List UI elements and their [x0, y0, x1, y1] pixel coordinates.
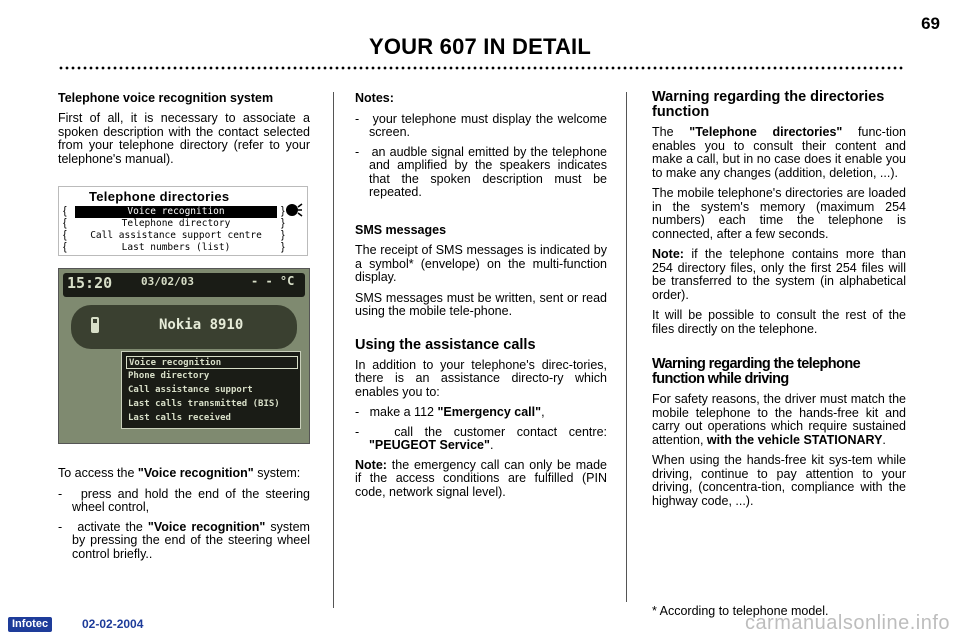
- assistance-heading: Using the assistance calls: [355, 336, 536, 353]
- column-1-lower: [58, 467, 310, 567]
- sms-heading: SMS messages: [355, 222, 447, 237]
- screen2-menu-last-received: Last calls received: [128, 413, 231, 423]
- assistance-item-2: - call the customer contact centre: "PEUGEOT Service".: [355, 424, 607, 452]
- driving-warning-heading: Warning regarding the telephone function while driving: [652, 356, 861, 387]
- footnote: * According to telephone model.: [652, 604, 829, 618]
- screen2-phone-name: Nokia 8910: [159, 317, 244, 333]
- access-paragraph: To access the "Voice recognition" system:: [58, 466, 301, 480]
- screen2-temperature: - - °C: [251, 274, 295, 288]
- dotted-separator: [58, 66, 904, 70]
- column-3: [652, 90, 906, 515]
- telephone-directories-screen: Telephone directories { { { { } } } } Voice recognition Telephone directory Call assistance support centre Last numbers (list): [58, 186, 308, 256]
- page-number: 69: [921, 14, 940, 33]
- screen2-menu-voice-recognition: Voice recognition: [126, 356, 298, 369]
- sms-paragraph-1: The receipt of SMS messages is indicated by a symbol* (envelope) on the multi-function display.: [355, 243, 607, 284]
- screen2-menu-phone-directory: Phone directory: [128, 371, 210, 381]
- directories-warning-paragraph-2: The mobile telephone's directories are loaded in the system's memory (maximum 254 numbers) each time the telephone is connected, after a few seconds.: [652, 186, 906, 241]
- column-2: [355, 92, 607, 506]
- driving-warning-paragraph-1: For safety reasons, the driver must match the mobile telephone to the hands-free kit and carry out operations which require sustained attention, with the vehicle STATIONARY.: [652, 392, 906, 447]
- infotec-badge: Infotec: [8, 617, 52, 632]
- screen1-row-assistance: Call assistance support centre: [90, 230, 262, 241]
- screen1-row-voice-recognition: Voice recognition: [75, 206, 277, 218]
- speaking-head-icon: [285, 201, 303, 219]
- access-item-1: - press and hold the end of the steering wheel control,: [58, 486, 310, 514]
- column-divider-1: [333, 92, 334, 608]
- voice-recognition-intro: First of all, it is necessary to associate a spoken description with the contact selected from your telephone directory (refer to your telephone's manual).: [58, 111, 310, 166]
- screen2-menu-last-transmitted: Last calls transmitted (BIS): [128, 399, 280, 409]
- sms-paragraph-2: SMS messages must be written, sent or read using the mobile tele-phone.: [355, 290, 607, 318]
- voice-recognition-heading: Telephone voice recognition system: [58, 91, 274, 105]
- screen2-date: 03/02/03: [141, 275, 194, 288]
- watermark: carmanualsonline.info: [744, 612, 950, 634]
- screen2-menu-assistance: Call assistance support: [128, 385, 253, 395]
- assistance-item-1: - make a 112 "Emergency call",: [355, 405, 545, 419]
- column-divider-2: [626, 92, 627, 602]
- driving-warning-paragraph-2: When using the hands-free kit sys-tem while driving, continue to pay attention to your driving, (concentra-tion, compliance with the highway code, ...).: [652, 453, 906, 508]
- notes-heading: Notes:: [355, 91, 394, 105]
- screen2-menu: [121, 351, 301, 429]
- screen2-time: 15:20: [67, 274, 113, 292]
- directories-warning-paragraph-1: The "Telephone directories" func-tion enables you to consult their content and make a call, but in no case does it enable you to make any changes (addition, deletion, ...).: [652, 125, 906, 180]
- screen1-title: Telephone directories: [89, 189, 230, 204]
- column-1: [58, 92, 310, 173]
- screen1-row-last-numbers: Last numbers (list): [121, 242, 231, 253]
- access-item-2: - activate the "Voice recognition" system by pressing the end of the steering wheel control briefly..: [58, 519, 310, 561]
- mobile-phone-icon: [87, 315, 103, 335]
- assistance-paragraph: In addition to your telephone's direc-tories, there is an assistance directo-ry which enables you to:: [355, 357, 607, 399]
- directories-warning-heading: Warning regarding the directories function: [652, 89, 885, 120]
- directories-warning-paragraph-4: It will be possible to consult the rest of the files directly on the telephone.: [652, 308, 906, 336]
- footer-date: 02-02-2004: [82, 617, 144, 631]
- screen1-row-telephone-directory: Telephone directory: [121, 218, 231, 229]
- directories-warning-note: Note: if the telephone contains more than 254 directory files, only the first 254 files will be transferred to the system (in alphabetical order).: [652, 247, 906, 302]
- emergency-note: Note: the emergency call can only be made if the access conditions are fulfilled (PIN code, network signal level).: [355, 457, 608, 499]
- multifunction-display-screen: [58, 268, 310, 444]
- page-title: YOUR 607 IN DETAIL: [368, 34, 591, 59]
- note-item-1: - your telephone must display the welcome screen.: [355, 111, 607, 139]
- note-item-2: - an audble signal emitted by the telephone and amplified by the speakers indicates that the spoken description must be repeated.: [355, 144, 607, 199]
